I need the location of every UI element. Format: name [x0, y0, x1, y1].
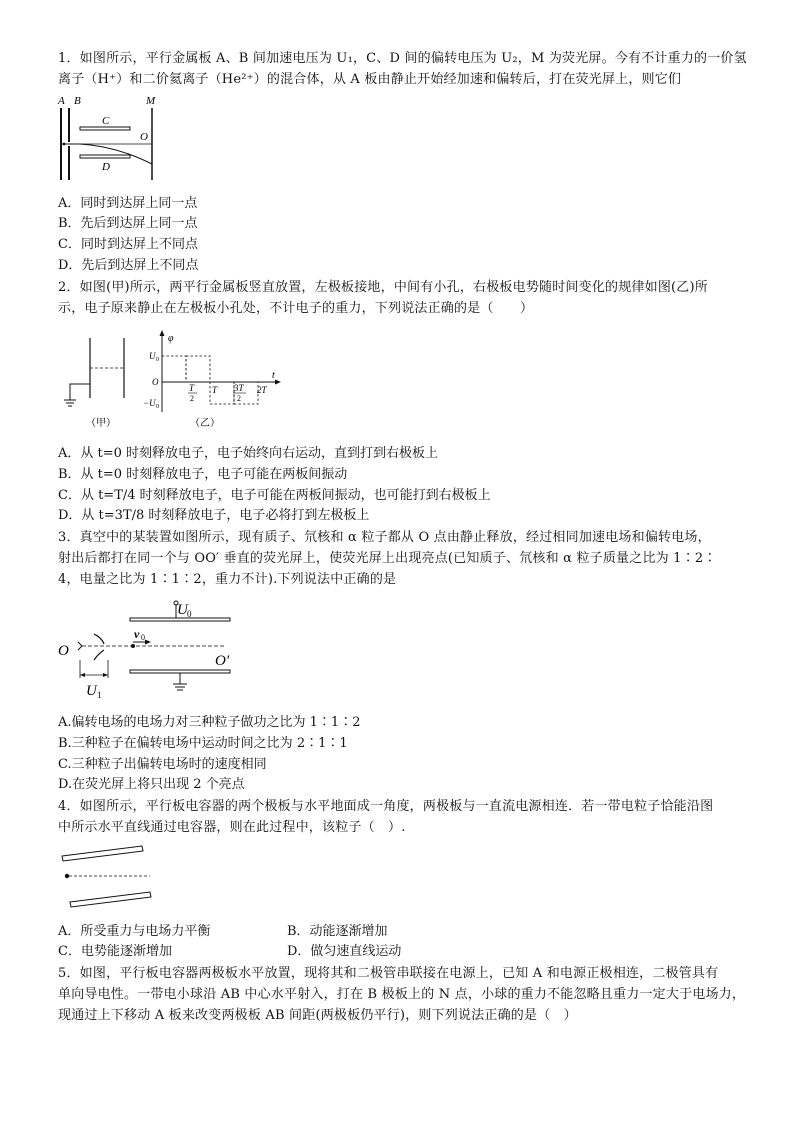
q3-option-b[interactable]: B.三种粒子在偏转电场中运动时间之比为 2∶1∶1: [58, 736, 348, 751]
q1-stem-line2: 离子（H⁺）和二价氦离子（He²⁺）的混合体，从 A 板由静止开始经加速和偏转后，打在荧光屏上，则它们: [58, 72, 682, 87]
q2-neg-u0-sub: 0: [156, 404, 159, 410]
q3-label-Oprime: O′: [215, 653, 230, 669]
q5-stem-line2: 单向导电性。一带电小球沿 AB 中心水平射入，打在 B 极板上的 N 点，小球的重力不能忽略且重力一定大于电场力，: [58, 987, 746, 1002]
q3-option-c[interactable]: C.三种粒子出偏转电场时的速度相同: [58, 757, 267, 772]
q3-option-d[interactable]: D.在荧光屏上将只出现 2 个亮点: [58, 777, 245, 792]
q2-option-b[interactable]: B．从 t=0 时刻释放电子，电子可能在两板间振动: [58, 467, 348, 482]
q1-option-d[interactable]: D．先后到达屏上不同点: [58, 258, 199, 273]
q4-stem-line2: 中所示水平直线通过电容器，则在此过程中，该粒子（ ）.: [58, 820, 406, 835]
q5-stem: [58, 963, 748, 1026]
q5-stem-line1: 5．如图，平行板电容器两极板水平放置，现将其和二极管串联接在电源上，已知 A 和电源正极相连，二极管具有: [58, 966, 719, 981]
q1-stem-line1: 1．如图所示，平行金属板 A、B 间加速电压为 U₁，C、D 间的偏转电压为 U₂，M 为荧光屏。今有不计重力的一价氢: [58, 51, 747, 66]
q2-caption-yi: （乙）: [190, 418, 220, 429]
q1-label-A: A: [58, 95, 65, 107]
q1-option-a[interactable]: A．同时到达屏上同一点: [58, 196, 198, 211]
q2-tick-half-num: T: [189, 383, 195, 393]
q2-u0-label: U: [149, 351, 156, 361]
q2-t-axis-label: t: [272, 370, 275, 381]
q3-stem-line2: 射出后都打在同一个与 OO′ 垂直的荧光屏上，使荧光屏上出现亮点(已知质子、氘核和 α 粒子质量之比为 1∶2∶: [58, 551, 717, 566]
q3-v0-sub: 0: [141, 633, 145, 642]
q4-option-c[interactable]: C．电势能逐渐增加: [58, 944, 172, 959]
q2-tick-3T-num: 3T: [234, 383, 244, 393]
q3-option-a[interactable]: A.偏转电场的电场力对三种粒子做功之比为 1∶1∶2: [58, 715, 361, 730]
q2-tick-2T: 2T: [257, 385, 267, 395]
q4-option-b[interactable]: B．动能逐渐增加: [287, 924, 388, 939]
q3-u0-sub: 0: [187, 609, 192, 619]
q2-neg-u0-label: −U: [143, 398, 156, 408]
q5-stem-line3: 现通过上下移动 A 板来改变两极板 AB 间距(两极板仍平行)，则下列说法正确的是（ ）: [58, 1008, 577, 1023]
q2-figure-yi: [140, 328, 288, 434]
q3-u0-label: U: [177, 602, 188, 618]
q4-stem: [58, 796, 748, 838]
q3-stem: [58, 527, 748, 590]
q3-u1-sub: 1: [97, 690, 102, 700]
q1-option-c[interactable]: C．同时到达屏上不同点: [58, 237, 198, 252]
q4-figure: [58, 842, 158, 910]
q2-u0-sub: 0: [156, 357, 159, 363]
q3-v0-label: v: [134, 627, 140, 641]
q2-tick-T: T: [212, 385, 218, 395]
q2-option-a[interactable]: A．从 t=0 时刻释放电子，电子始终向右运动，直到打到右极板上: [58, 446, 439, 461]
q1-stem: [58, 48, 748, 90]
q2-caption-jia: （甲）: [86, 418, 116, 429]
q2-option-c[interactable]: C．从 t=T/4 时刻释放电子，电子可能在两板间振动，也可能打到右极板上: [58, 488, 491, 503]
q3-origin-O: O: [58, 643, 69, 659]
q2-phi-label: φ: [168, 333, 174, 344]
q4-stem-line1: 4．如图所示，平行板电容器的两个极板与水平地面成一角度，两极板与一直流电源相连．若一带电粒子恰能沿图: [58, 799, 714, 814]
q1-label-C: C: [102, 115, 110, 127]
q1-label-M: M: [146, 95, 156, 107]
q2-stem-line1: 2．如图(甲)所示，两平行金属板竖直放置，左极板接地，中间有小孔，右极板电势随时间变化的规律如图(乙)所: [58, 280, 708, 295]
q1-label-B: B: [74, 95, 81, 107]
q3-stem-line1: 3．真空中的某装置如图所示，现有质子、氘核和 α 粒子都从 O 点由静止释放，经过相同加速电场和偏转电场，: [58, 530, 711, 545]
q3-figure: [56, 598, 246, 702]
q1-option-b[interactable]: B．先后到达屏上同一点: [58, 216, 198, 231]
q4-option-d[interactable]: D．做匀速直线运动: [287, 944, 402, 959]
q3-stem-line3: 4，电量之比为 1∶1∶2，重力不计).下列说法中正确的是: [58, 572, 397, 587]
q4-option-a[interactable]: A．所受重力与电场力平衡: [58, 924, 211, 939]
q3-u1-label: U: [86, 683, 97, 699]
q2-origin-label: O: [152, 377, 159, 387]
q2-figure-jia: [60, 334, 140, 434]
q2-stem-line2: 示，电子原来静止在左极板小孔处，不计电子的重力，下列说法正确的是（ ）: [58, 301, 534, 316]
q2-tick-3T-den: 2: [237, 394, 241, 403]
q1-label-O: O: [140, 131, 148, 143]
q2-option-d[interactable]: D．从 t=3T/8 时刻释放电子，电子必将打到左极板上: [58, 508, 370, 523]
q1-figure: [56, 92, 166, 184]
q2-tick-half-den: 2: [190, 394, 194, 403]
q1-label-D: D: [102, 161, 110, 173]
q2-stem: [58, 277, 748, 319]
